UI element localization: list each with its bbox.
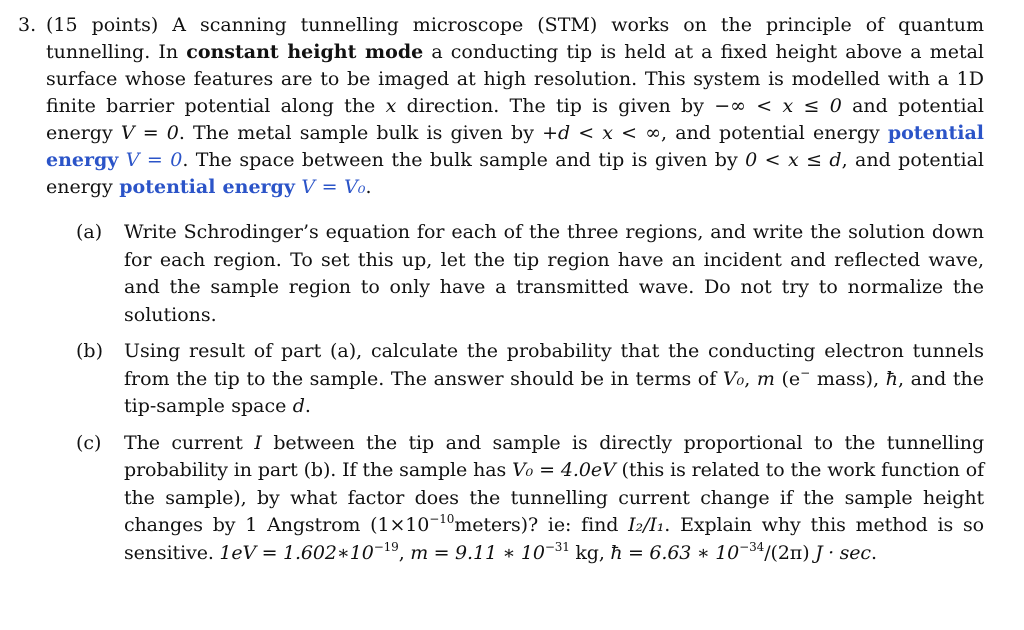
part-text-run: kg,	[575, 541, 605, 564]
problem-3	[18, 12, 984, 201]
question-parts	[18, 219, 984, 567]
part-text-run: meters)? ie: find	[454, 514, 619, 536]
part-text-run: /(2π)	[764, 541, 810, 564]
part-label: (c)	[76, 431, 102, 454]
math-expr: ħ = 6.63 ∗ 10	[610, 541, 740, 564]
intro-text: direction. The tip is given by	[406, 95, 704, 117]
part-text-run: mass),	[816, 367, 880, 390]
intro-text: , and potential energy	[46, 149, 985, 198]
math-var: d	[292, 395, 305, 417]
math-expr: V₀ = 4.0eV	[512, 459, 616, 481]
question-number: 3.	[18, 14, 37, 36]
intro-text: a conducting tip is held at a fixed height above a metal surface whose features are to be imaged at high resolution. This system is modelled with a 1D finite barrier potential along the	[46, 41, 984, 117]
question-intro	[46, 12, 984, 201]
intro-text: . The metal sample bulk is given by	[178, 122, 534, 144]
superscript: −19	[373, 539, 399, 554]
part-text: Write Schrodinger’s equation for each of the three regions, and write the solution down for each region. To set this up, let the tip region have an incident and reflected wave, and the sample region to only have a transmitted wave. Do not try to normalize the solutions.	[124, 221, 984, 326]
intro-text: A scanning tunnelling microscope (STM) works on the principle of quantum tunnelling. In	[46, 14, 985, 63]
intro-text: .	[365, 176, 372, 198]
math-expr: −∞ < x ≤ 0	[714, 95, 842, 117]
part-text-run: .	[304, 395, 311, 417]
highlighted-term: potential energy	[119, 176, 295, 198]
math-expr: V = 0	[120, 122, 179, 144]
part-text-run: (this is related to the work function of the sample), by what factor does the tunnelling current change if the sample height changes by 1 Angstrom (1×10	[124, 459, 985, 536]
part-c	[76, 430, 984, 568]
part-text-run: (e	[781, 367, 801, 390]
math-expr-highlight: V = V₀	[301, 176, 366, 198]
part-label: (a)	[76, 221, 103, 243]
part-b	[76, 338, 984, 421]
part-text-run: ,	[744, 367, 751, 390]
part-text-run: , and the tip-sample space	[124, 367, 985, 417]
part-text-run: . Explain why this method is so sensitive.	[124, 514, 984, 564]
question-points: (15 points)	[46, 14, 159, 36]
math-expr: +d < x < ∞	[542, 122, 662, 144]
part-text	[124, 430, 984, 568]
part-text-run: between the tip and sample is directly proportional to the tunnelling probability in part (b). If the sample has	[124, 431, 985, 481]
part-text-run: .	[870, 541, 877, 564]
bold-term: constant height mode	[186, 41, 424, 63]
part-text-run: ,	[398, 541, 405, 564]
math-expr: 1eV = 1.602∗10	[219, 541, 374, 564]
math-expr-highlight: V = 0	[125, 149, 183, 171]
math-expr: 0 < x ≤ d	[745, 149, 842, 171]
part-label: (b)	[76, 340, 103, 362]
math-var: m	[756, 367, 775, 390]
math-var: V₀	[722, 367, 745, 390]
superscript: −10	[429, 512, 455, 526]
part-text-run: Using result of part (a), calculate the probability that the conducting electron tunnels from the tip to the sample. The answer should be in terms of	[124, 340, 984, 390]
intro-text: , and potential energy	[661, 122, 880, 144]
part-text	[124, 338, 984, 421]
highlighted-term: potential energy	[46, 122, 985, 171]
math-var: I	[254, 431, 262, 454]
intro-text: . The space between the bulk sample and tip is given by	[182, 149, 738, 171]
part-text-run: The current	[124, 431, 243, 454]
intro-text: and potential energy	[46, 95, 984, 144]
math-expr: J · sec	[815, 541, 871, 564]
math-expr: m = 9.11 ∗ 10	[410, 541, 545, 564]
superscript: −	[800, 365, 811, 380]
math-var: x	[385, 95, 397, 117]
superscript: −34	[739, 539, 765, 554]
math-var: ħ	[885, 367, 898, 390]
superscript: −31	[544, 539, 570, 554]
part-a	[76, 219, 984, 329]
math-expr: I₂/I₁	[628, 514, 665, 536]
